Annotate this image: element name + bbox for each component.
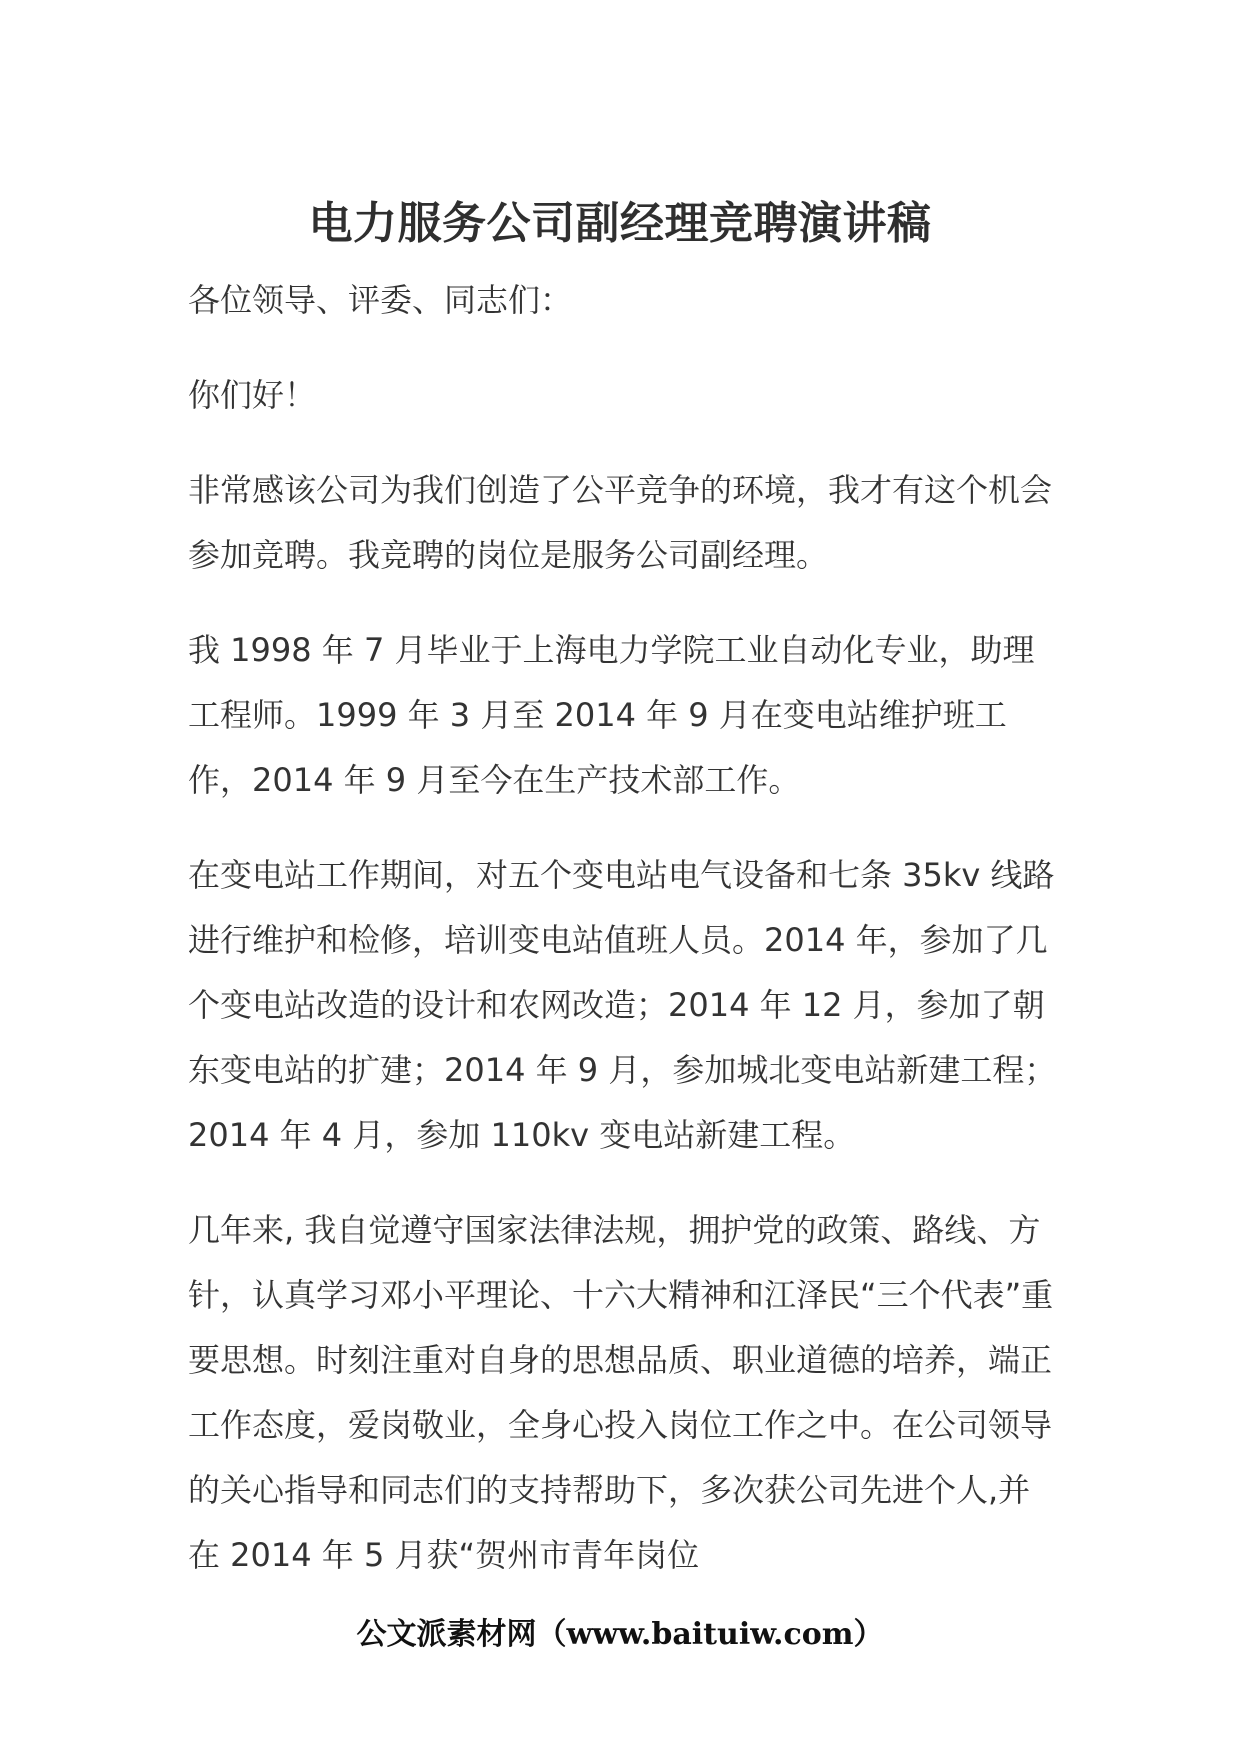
paragraph-substation-work: 在变电站工作期间，对五个变电站电气设备和七条 35kv 线路进行维护和检修，培训变电站值班人员。2014 年，参加了几个变电站改造的设计和农网改造；2014 年 12 月，参加了朝东变电站的扩建；2014 年 9 月，参加城北变电站新建工程；2014 年 4 月，参加 110kv 变电站新建工程。: [188, 856, 1057, 1154]
paragraph-greeting: 各位领导、评委、同志们：: [188, 281, 573, 319]
paragraph-background: 我 1998 年 7 月毕业于上海电力学院工业自动化专业，助理工程师。1999 年 3 月至 2014 年 9 月在变电站维护班工作，2014 年 9 月至今在生产技术部工作。: [188, 631, 1035, 799]
footer-watermark: 公文派素材网（www.baituiw.com）: [356, 1617, 884, 1652]
paragraph-intro: 非常感该公司为我们创造了公平竞争的环境，我才有这个机会参加竞聘。我竞聘的岗位是服务公司副经理。: [188, 471, 1053, 574]
document-body: [188, 268, 1058, 1618]
paragraph-salutation: 你们好！: [188, 376, 317, 414]
paragraph-conduct: 几年来, 我自觉遵守国家法律法规，拥护党的政策、路线、方针，认真学习邓小平理论、十六大精神和江泽民“三个代表”重要思想。时刻注重对自身的思想品质、职业道德的培养，端正工作态度，爱岗敬业，全身心投入岗位工作之中。在公司领导的关心指导和同志们的支持帮助下，多次获公司先进个人,并在 2014 年 5 月获“贺州市青年岗位: [188, 1211, 1054, 1574]
document-title: 电力服务公司副经理竞聘演讲稿: [308, 198, 932, 250]
